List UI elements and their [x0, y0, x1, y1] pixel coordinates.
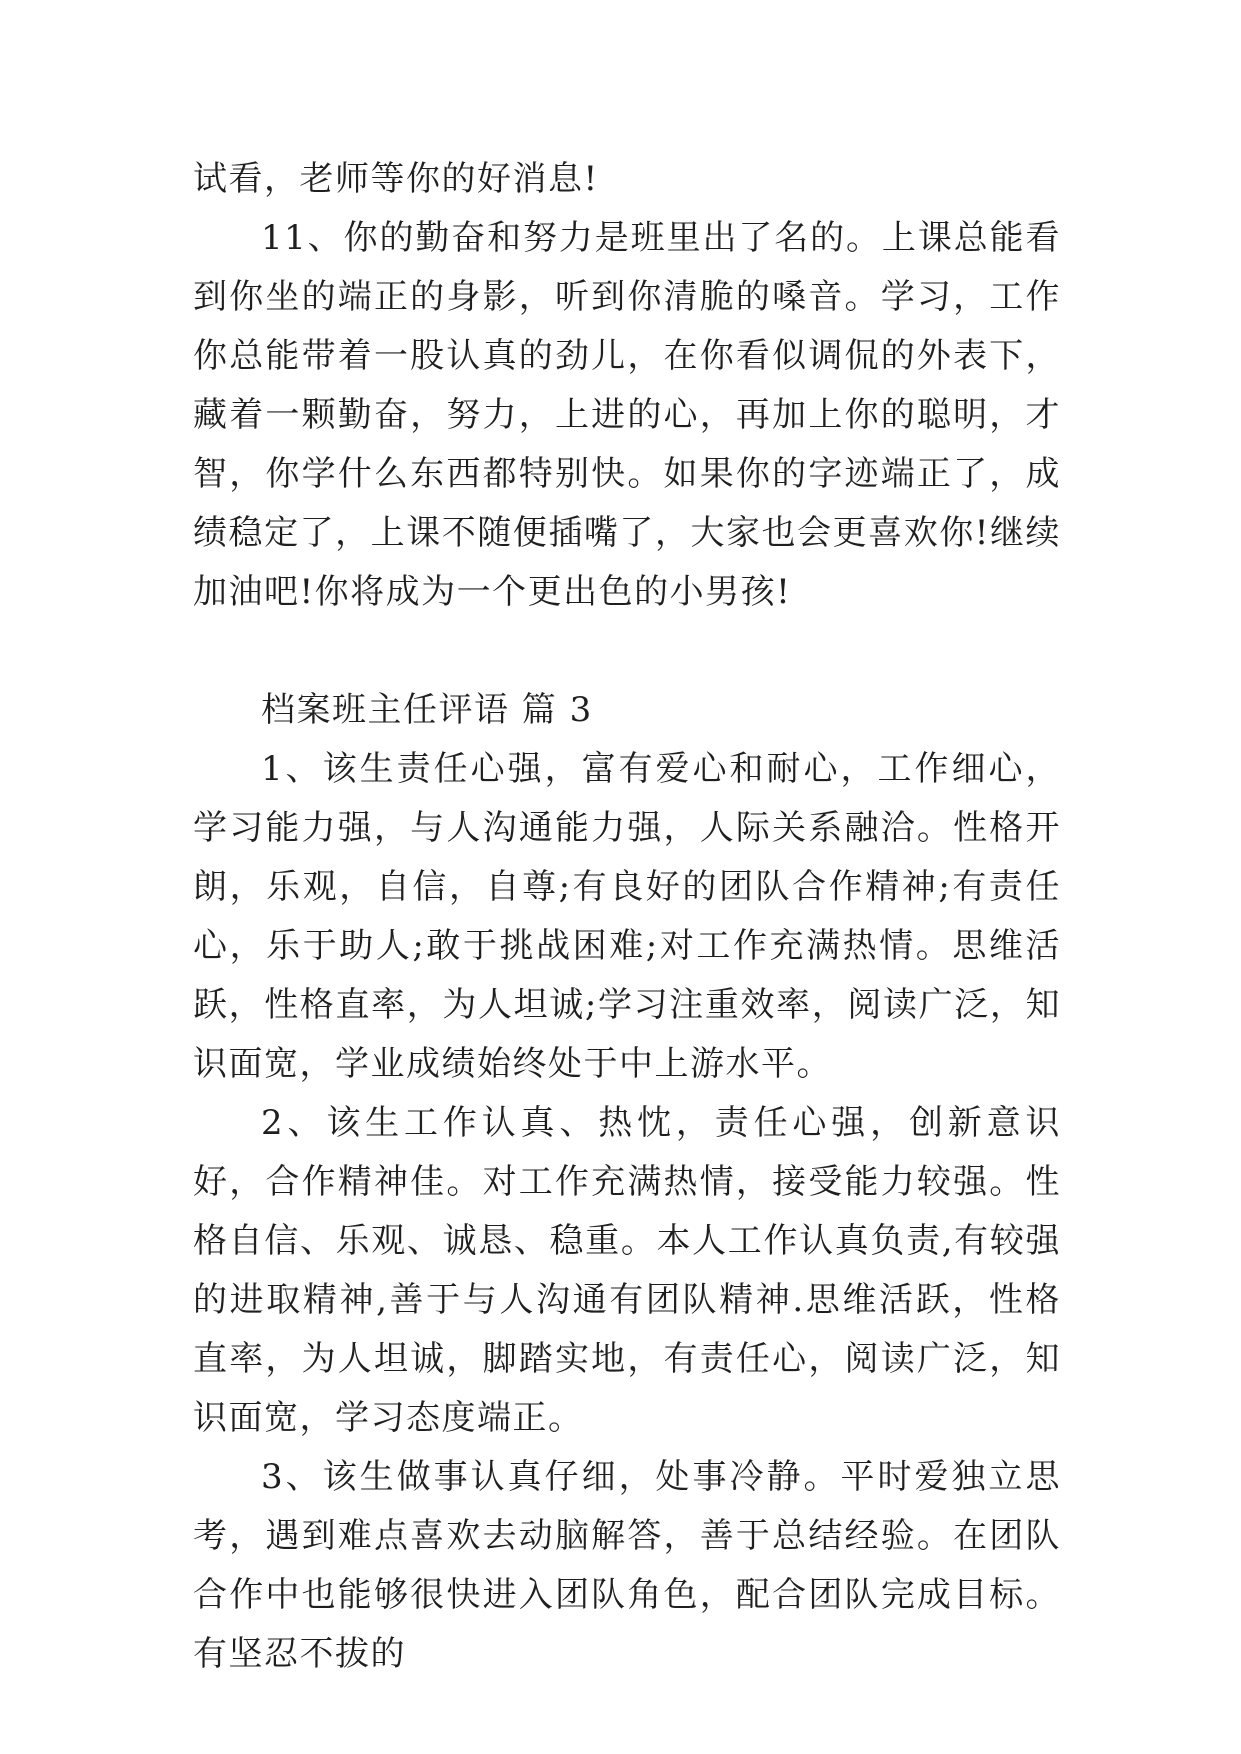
- comment-item-2: 2、该生工作认真、热忱，责任心强，创新意识好，合作精神佳。对工作充满热情，接受能力较强。性格自信、乐观、诚恳、稳重。本人工作认真负责,有较强的进取精神,善于与人沟通有团队精神.思维活跃，性格直率，为人坦诚，脚踏实地，有责任心，阅读广泛，知识面宽，学习态度端正。: [193, 1103, 1061, 1438]
- section-heading: 档案班主任评语 篇 3: [261, 690, 593, 730]
- paragraph-continuation: 试看，老师等你的好消息!: [193, 159, 599, 199]
- comment-item-1: 1、该生责任心强，富有爱心和耐心，工作细心，学习能力强，与人沟通能力强，人际关系融洽。性格开朗，乐观，自信，自尊;有良好的团队合作精神;有责任心，乐于助人;敢于挑战困难;对工作充满热情。思维活跃，性格直率，为人坦诚;学习注重效率，阅读广泛，知识面宽，学业成绩始终处于中上游水平。: [193, 749, 1061, 1084]
- comment-item-3: 3、该生做事认真仔细，处事冷静。平时爱独立思考，遇到难点喜欢去动脑解答，善于总结经验。在团队合作中也能够很快进入团队角色，配合团队完成目标。有坚忍不拔的: [193, 1457, 1061, 1674]
- document-body: [193, 150, 1061, 1684]
- comment-item-11: 11、你的勤奋和努力是班里出了名的。上课总能看到你坐的端正的身影，听到你清脆的嗓音。学习，工作你总能带着一股认真的劲儿，在你看似调侃的外表下，藏着一颗勤奋，努力，上进的心，再加上你的聪明，才智，你学什么东西都特别快。如果你的字迹端正了，成绩稳定了，上课不随便插嘴了，大家也会更喜欢你!继续加油吧!你将成为一个更出色的小男孩!: [193, 218, 1061, 612]
